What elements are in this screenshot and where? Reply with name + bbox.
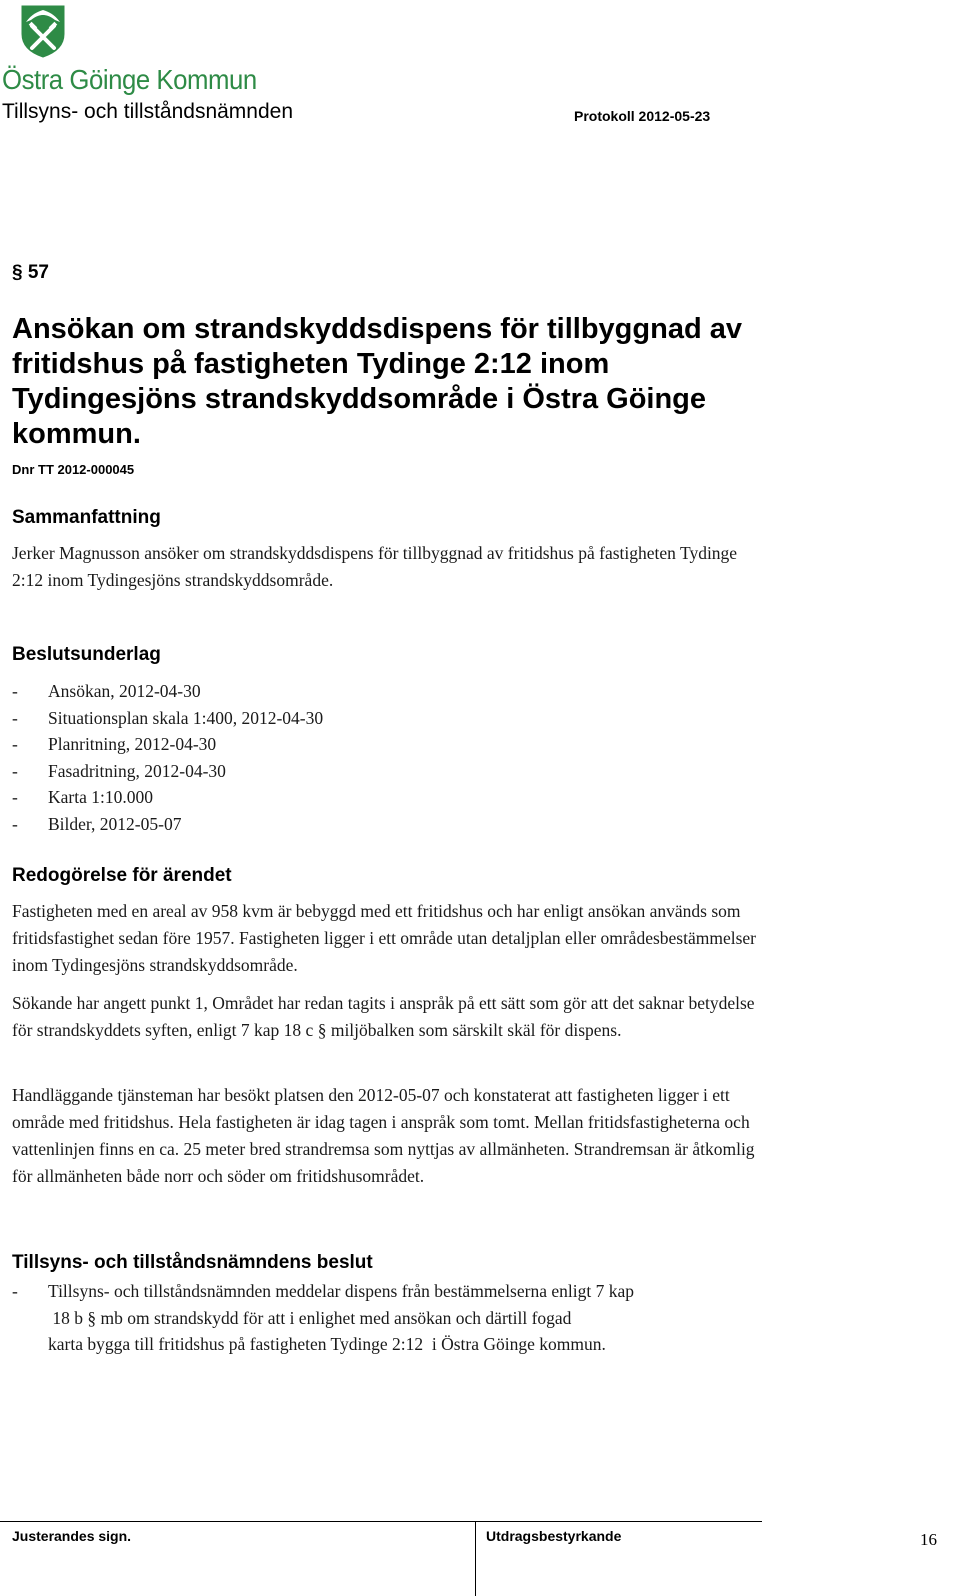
footer-divider xyxy=(475,1521,476,1596)
decision-line: Tillsyns- och tillståndsnämnden meddelar dispens från bestämmelserna enligt 7 kap xyxy=(48,1281,634,1301)
summary-heading: Sammanfattning xyxy=(12,507,161,528)
extract-certification-label: Utdragsbestyrkande xyxy=(486,1528,622,1544)
municipality-name: Östra Göinge Kommun xyxy=(2,64,257,95)
basis-heading: Beslutsunderlag xyxy=(12,644,161,665)
decision-line: karta bygga till fritidshus på fastigheten Tydinge 2:12 i Östra Göinge kommun. xyxy=(48,1334,606,1355)
basis-list xyxy=(12,678,323,838)
list-item-text: Situationsplan skala 1:400, 2012-04-30 xyxy=(48,707,324,728)
list-item: - Situationsplan skala 1:400, 2012-04-30 xyxy=(12,705,323,732)
kommun-coat-of-arms-icon xyxy=(20,4,66,58)
account-paragraph-2: Sökande har angett punkt 1, Området har redan tagits i anspråk på ett sätt som gör att det saknar betydelse för strandskyddets syften, enligt 7 kap 18 c § miljöbalken som särskilt skäl för dispens. xyxy=(12,993,755,1040)
case-number: Dnr TT 2012-000045 xyxy=(12,462,135,477)
list-item-text: Fasadritning, 2012-04-30 xyxy=(48,760,226,781)
decision-heading: Tillsyns- och tillståndsnämndens beslut xyxy=(12,1252,373,1273)
list-item: - Karta 1:10.000 xyxy=(12,784,323,811)
list-item: - Fasadritning, 2012-04-30 xyxy=(12,758,323,785)
footer-rule xyxy=(0,1521,762,1522)
protocol-date: Protokoll 2012-05-23 xyxy=(574,108,711,124)
department-name: Tillsyns- och tillståndsnämnden xyxy=(2,100,294,123)
list-item-text: Planritning, 2012-04-30 xyxy=(48,734,217,755)
list-item: - Ansökan, 2012-04-30 xyxy=(12,678,323,705)
decision-block: - Tillsyns- och tillståndsnämnden meddelar dispens från bestämmelserna enligt 7 kap 18 b § mb om strandskydd för att i enlighet med ansökan och därtill fogad karta bygga till fritidshus på fastigheten Tydinge 2:12 i Östra Göinge kommun. xyxy=(12,1278,772,1358)
document-title: Ansökan om strandskyddsdispens för tillbyggnad av fritidshus på fastigheten Tydinge 2:12 inom Tydingesjöns strandskyddsområde i Östra Göinge kommun. xyxy=(12,313,742,450)
list-item-text: Karta 1:10.000 xyxy=(48,787,153,808)
list-item-text: Ansökan, 2012-04-30 xyxy=(48,681,201,701)
list-item: - Bilder, 2012-05-07 xyxy=(12,811,323,838)
paragraph-number: § 57 xyxy=(12,262,49,283)
signature-label: Justerandes sign. xyxy=(12,1528,132,1544)
list-item-text: Bilder, 2012-05-07 xyxy=(48,813,182,834)
summary-text: Jerker Magnusson ansöker om strandskyddsdispens för tillbyggnad av fritidshus på fastigheten Tydinge 2:12 inom Tydingesjöns strandskyddsområde. xyxy=(12,543,738,590)
list-item: - Planritning, 2012-04-30 xyxy=(12,731,323,758)
account-heading: Redogörelse för ärendet xyxy=(12,865,232,886)
account-paragraph-3: Handläggande tjänsteman har besökt platsen den 2012-05-07 och konstaterat att fastigheten ligger i ett område med fritidshus. Hela fastigheten är idag tagen i anspråk som tomt. Mellan fritidsfastigheterna och vattenlinjen finns en ca. 25 meter bred strandremsa som nyttjas av allmänheten. Strandremsan är åtkomlig för allmänheten både norr och söder om fritidshusområdet. xyxy=(12,1085,755,1186)
decision-line: 18 b § mb om strandskydd för att i enlighet med ansökan och därtill fogad xyxy=(48,1307,572,1328)
account-paragraph-1: Fastigheten med en areal av 958 kvm är bebyggd med ett fritidshus och har enligt ansökan används som fritidsfastighet sedan före 1957. Fastigheten ligger i ett område utan detaljplan eller områdesbestämmelser inom Tydingesjöns strandskyddsområde. xyxy=(12,901,756,975)
page-number: 16 xyxy=(920,1530,937,1549)
